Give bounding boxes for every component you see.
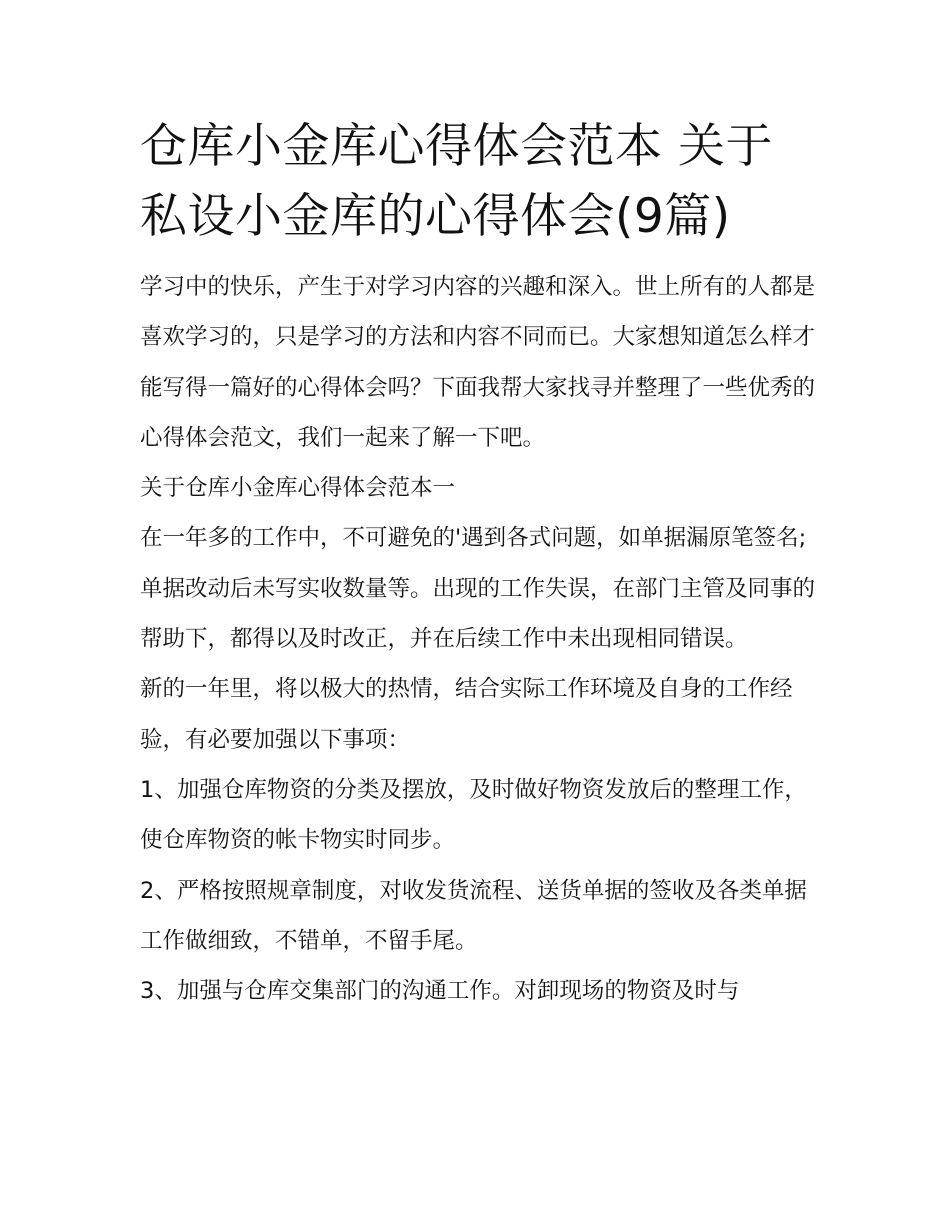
intro-paragraph: 学习中的快乐，产生于对学习内容的兴趣和深入。世上所有的人都是喜欢学习的，只是学习的方法和内容不同而已。大家想知道怎么样才能写得一篇好的心得体会吗？下面我帮大家找寻并整理了一些优秀的心得体会范文，我们一起来了解一下吧。: [140, 274, 816, 451]
list-item: 2、严格按照规章制度，对收发货流程、送货单据的签收及各类单据工作做细致，不错单，不留手尾。: [140, 877, 807, 954]
document-body: [140, 262, 820, 1016]
list-item: 1、加强仓库物资的分类及摆放，及时做好物资发放后的整理工作，使仓库物资的帐卡物实时同步。: [140, 776, 807, 854]
list-item: 3、加强与仓库交集部门的沟通工作。对卸现场的物资及时与: [140, 978, 740, 1005]
section-heading: 关于仓库小金库心得体会范本一: [140, 475, 456, 502]
document-page: [140, 112, 820, 1016]
body-paragraph: 新的一年里，将以极大的热情，结合实际工作环境及自身的工作经验，有必要加强以下事项：: [140, 676, 793, 753]
body-paragraph: 在一年多的工作中，不可避免的'遇到各式问题，如单据漏原笔签名;单据改动后未写实收数量等。出现的工作失误，在部门主管及同事的帮助下，都得以及时改正，并在后续工作中未出现相同错误。: [140, 525, 816, 653]
document-title: 仓库小金库心得体会范本 关于私设小金库的心得体会(9篇): [140, 119, 773, 244]
